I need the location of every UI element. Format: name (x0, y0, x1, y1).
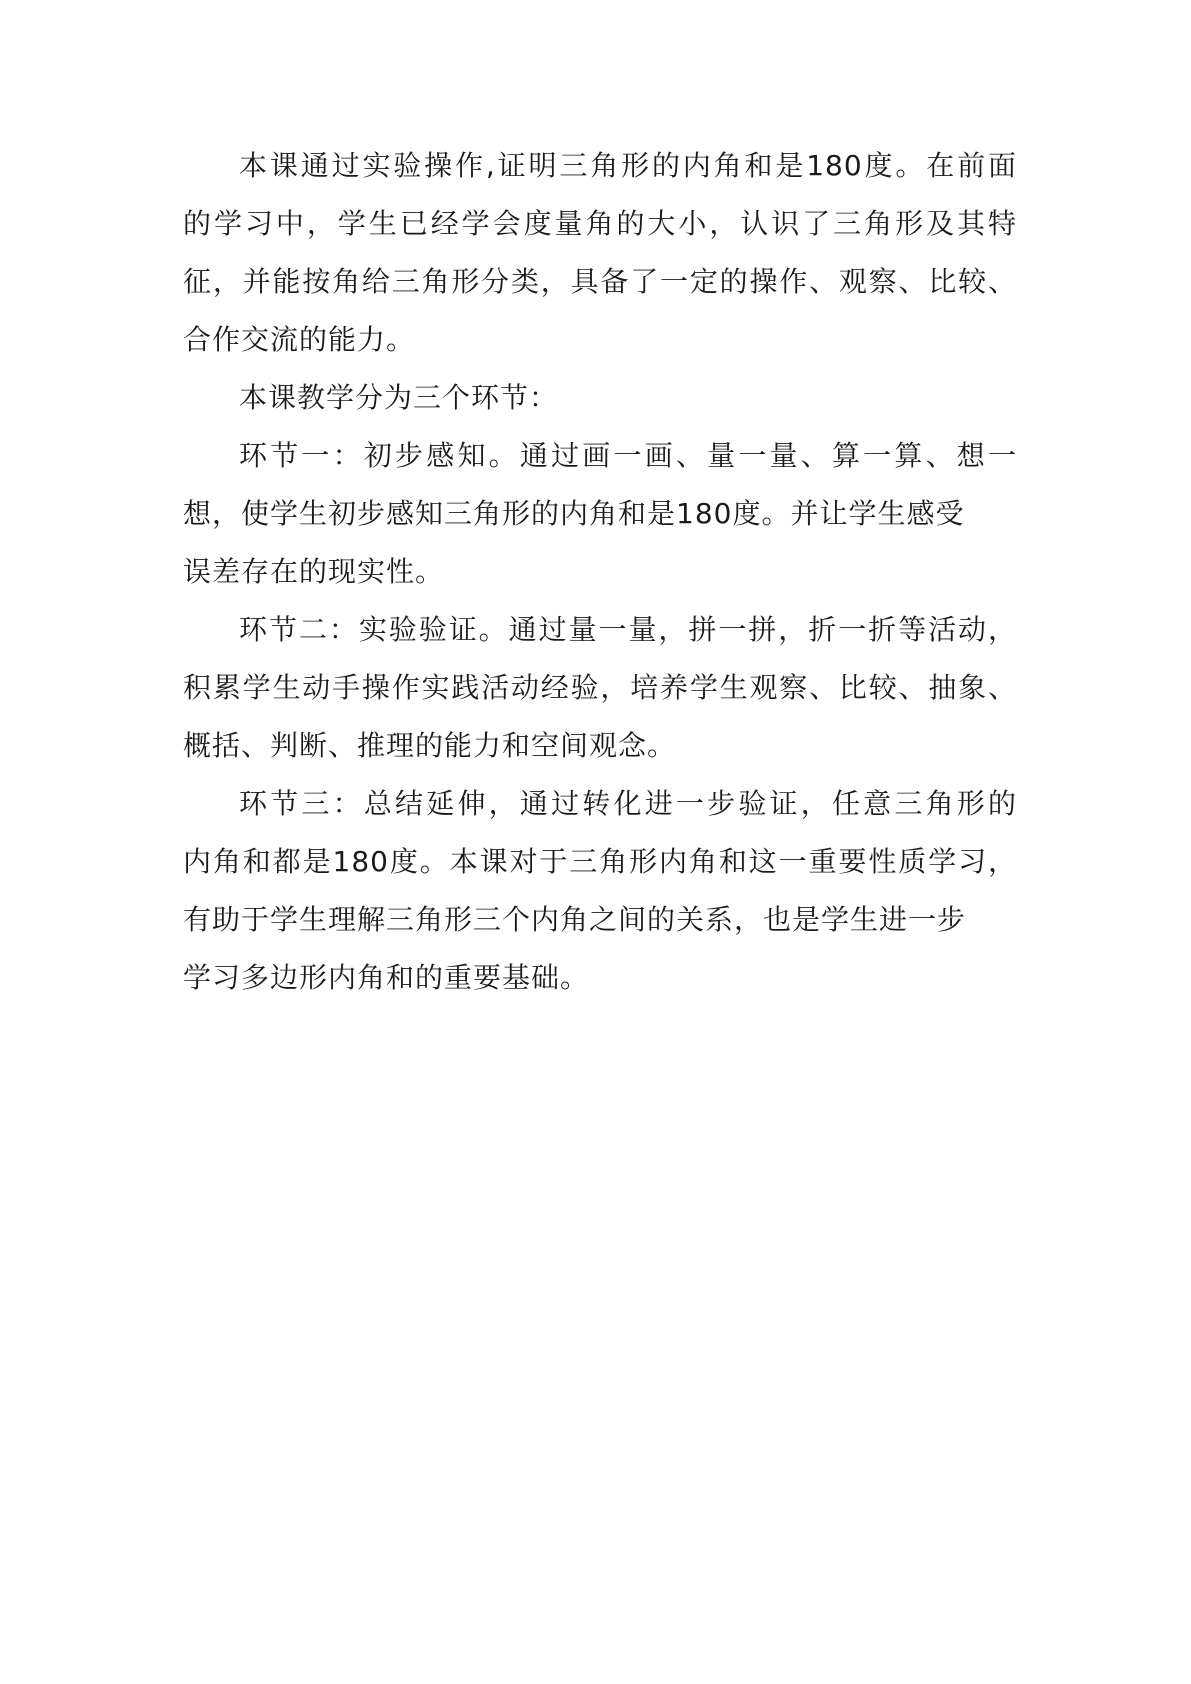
text-line: 概括、判断、推理的能力和空间观念。 (183, 729, 677, 762)
text-line: 想，使学生初步感知三角形的内角和是180度。并让学生感受 (183, 497, 965, 530)
text-line: 积累学生动手操作实践活动经验，培养学生观察、比较、抽象、 (183, 671, 1017, 704)
text-line: 征，并能按角给三角形分类，具备了一定的操作、观察、比较、 (183, 265, 1017, 298)
text-line: 合作交流的能力。 (183, 323, 416, 356)
text-line: 学习多边形内角和的重要基础。 (183, 961, 590, 994)
text-line: 有助于学生理解三角形三个内角之间的关系，也是学生进一步 (183, 903, 967, 936)
text-line: 本课通过实验操作,证明三角形的内角和是180度。在前面 (239, 149, 1017, 182)
text-line: 的学习中，学生已经学会度量角的大小，认识了三角形及其特 (183, 207, 1017, 240)
text-line: 环节二：实验验证。通过量一量，拼一拼，折一折等活动， (239, 613, 1017, 646)
text-line: 内角和都是180度。本课对于三角形内角和这一重要性质学习， (183, 845, 1017, 878)
text-line: 环节三：总结延伸，通过转化进一步验证，任意三角形的 (239, 787, 1017, 820)
text-line: 环节一：初步感知。通过画一画、量一量、算一算、想一 (239, 439, 1017, 472)
text-line: 本课教学分为三个环节： (239, 381, 559, 414)
text-line: 误差存在的现实性。 (183, 555, 445, 588)
